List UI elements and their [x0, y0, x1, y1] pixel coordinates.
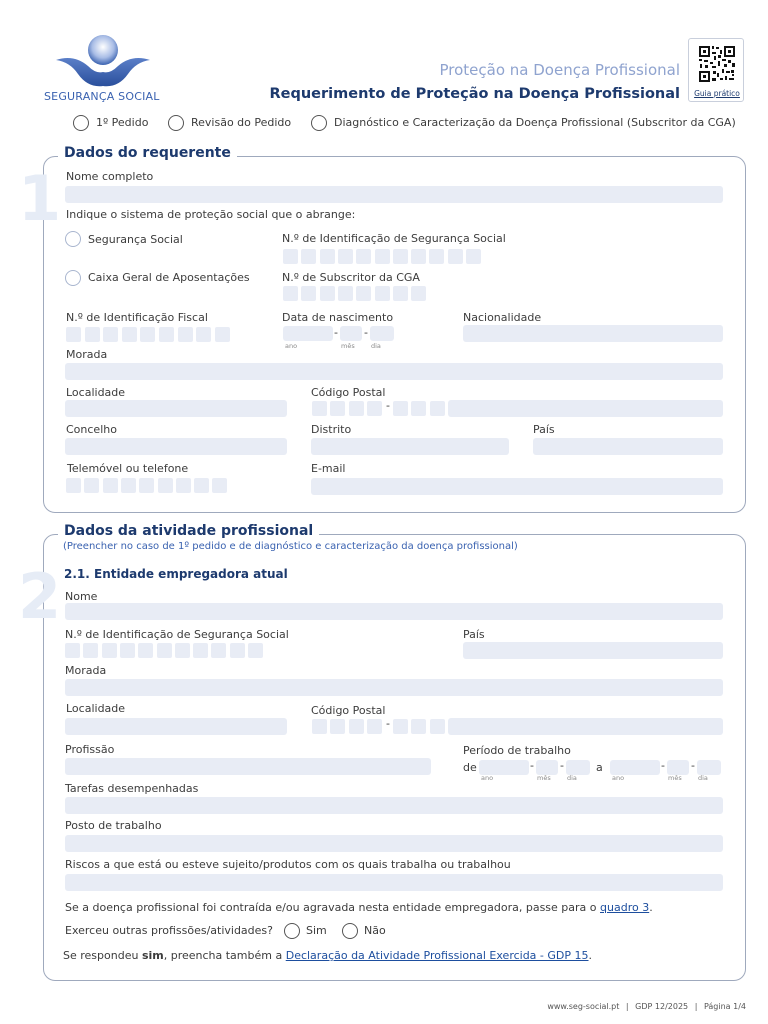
date-dash: - [661, 759, 665, 772]
char-box[interactable] [215, 327, 230, 342]
char-box[interactable] [193, 643, 208, 658]
char-box[interactable] [466, 249, 481, 264]
footer-page: Página 1/4 [703, 1002, 746, 1011]
form-title: Requerimento de Proteção na Doença Profissional [269, 86, 680, 102]
birth-day-field[interactable] [370, 326, 394, 341]
char-box[interactable] [102, 643, 117, 658]
date-dash: - [364, 326, 368, 339]
profession-field[interactable] [65, 758, 431, 775]
radio-cga[interactable] [65, 270, 81, 286]
char-box[interactable] [301, 249, 316, 264]
birth-year-field[interactable] [283, 326, 333, 341]
logo-text: SEGURANÇA SOCIAL [44, 90, 160, 103]
employer-locality-field[interactable] [65, 718, 287, 735]
char-box[interactable] [320, 249, 335, 264]
locality-field[interactable] [65, 400, 287, 417]
employer-postal-label: Código Postal [311, 704, 386, 717]
date-dash: - [691, 759, 695, 772]
period-to-year[interactable] [610, 760, 660, 775]
birth-year-hint: ano [285, 342, 298, 350]
period-from-day[interactable] [566, 760, 590, 775]
char-box[interactable] [375, 286, 390, 301]
char-box[interactable] [139, 478, 154, 493]
char-box[interactable] [196, 327, 211, 342]
county-field[interactable] [65, 438, 287, 455]
qr-card[interactable] [688, 38, 744, 102]
employer-country-label: País [463, 628, 485, 641]
quadro3-text: Se a doença profissional foi contraída e/ou agravada nesta entidade empregadora, passe para o [65, 901, 597, 914]
quadro3-instruction [65, 901, 653, 914]
postal-locality-field[interactable] [448, 400, 723, 417]
radio-ss[interactable] [65, 231, 81, 247]
logo [44, 30, 159, 106]
if-yes-bold: sim [141, 949, 164, 962]
char-box[interactable] [211, 643, 226, 658]
nationality-field[interactable] [463, 325, 723, 342]
char-box[interactable] [178, 327, 193, 342]
full-name-field[interactable] [65, 186, 723, 203]
char-box[interactable] [411, 401, 426, 416]
postal-dash: - [386, 717, 390, 730]
to-month-hint: mês [668, 774, 682, 782]
char-box[interactable] [140, 327, 155, 342]
employer-address-label: Morada [65, 664, 107, 677]
country-label: País [533, 423, 555, 436]
char-box[interactable] [393, 401, 408, 416]
quadro3-link[interactable]: quadro 3 [600, 901, 650, 914]
char-box[interactable] [312, 401, 327, 416]
district-label: Distrito [311, 423, 352, 436]
char-box[interactable] [448, 249, 463, 264]
char-box[interactable] [194, 478, 209, 493]
radio-diagnosis[interactable] [311, 115, 327, 131]
radio-first-request[interactable] [73, 115, 89, 131]
radio-no[interactable] [342, 923, 358, 939]
date-dash: - [334, 326, 338, 339]
char-box[interactable] [121, 478, 136, 493]
char-box[interactable] [375, 249, 390, 264]
cga-option-label: Caixa Geral de Aposentações [88, 271, 250, 284]
workplace-field[interactable] [65, 835, 723, 852]
char-box[interactable] [367, 719, 382, 734]
period-from-month[interactable] [536, 760, 558, 775]
footer-code: GDP 12/2025 [635, 1002, 689, 1011]
risks-label: Riscos a que está ou esteve sujeito/produtos com os quais trabalha ou trabalhou [65, 858, 511, 871]
char-box[interactable] [138, 643, 153, 658]
to-day-hint: dia [698, 774, 708, 782]
label-diagnosis: Diagnóstico e Caracterização da Doença Profissional (Subscritor da CGA) [334, 116, 736, 129]
from-month-hint: mês [537, 774, 551, 782]
char-box[interactable] [338, 249, 353, 264]
county-label: Concelho [66, 423, 117, 436]
employer-name-label: Nome [65, 590, 98, 603]
nationality-label: Nacionalidade [463, 311, 542, 324]
form-subtitle: Proteção na Doença Profissional [439, 61, 680, 79]
email-label: E-mail [311, 462, 346, 475]
char-box[interactable] [175, 643, 190, 658]
section-1-title: Dados do requerente [58, 145, 237, 161]
char-box[interactable] [103, 327, 118, 342]
period-to-label: a [596, 761, 603, 774]
char-box[interactable] [356, 249, 371, 264]
cga-number-label: N.º de Subscritor da CGA [282, 271, 420, 284]
char-box[interactable] [230, 643, 245, 658]
char-box[interactable] [411, 719, 426, 734]
char-box[interactable] [349, 401, 364, 416]
birth-day-hint: dia [371, 342, 381, 350]
char-box[interactable] [158, 478, 173, 493]
char-box[interactable] [411, 249, 426, 264]
employer-subtitle: 2.1. Entidade empregadora atual [64, 567, 288, 581]
char-box[interactable] [283, 249, 298, 264]
work-period-label: Período de trabalho [463, 744, 571, 757]
char-box[interactable] [83, 643, 98, 658]
ss-option-label: Segurança Social [88, 233, 183, 246]
period-to-month[interactable] [667, 760, 689, 775]
full-name-label: Nome completo [66, 170, 154, 183]
to-year-hint: ano [612, 774, 625, 782]
postal-code-label: Código Postal [311, 386, 386, 399]
char-box[interactable] [320, 286, 335, 301]
char-box[interactable] [84, 478, 99, 493]
char-box[interactable] [393, 286, 408, 301]
employer-postal-locality-field[interactable] [448, 718, 723, 735]
quadro3-end: . [649, 901, 653, 914]
workplace-label: Posto de trabalho [65, 819, 162, 832]
period-from-label: de [463, 761, 477, 774]
birth-month-field[interactable] [340, 326, 362, 341]
radio-review-request[interactable] [168, 115, 184, 131]
char-box[interactable] [103, 478, 118, 493]
label-first-request: 1º Pedido [96, 116, 149, 129]
radio-yes[interactable] [284, 923, 300, 939]
footer [547, 1002, 746, 1011]
yes-label: Sim [306, 924, 327, 937]
char-box[interactable] [65, 643, 80, 658]
char-box[interactable] [330, 401, 345, 416]
char-box[interactable] [429, 249, 444, 264]
section-1-number: 1 [18, 162, 62, 235]
from-day-hint: dia [567, 774, 577, 782]
char-box[interactable] [312, 719, 327, 734]
tasks-field[interactable] [65, 797, 723, 814]
qr-code-icon [698, 45, 736, 83]
if-yes-pre: Se respondeu [63, 949, 139, 962]
char-box[interactable] [159, 327, 174, 342]
guide-link[interactable]: Guia prático [694, 89, 740, 98]
tasks-label: Tarefas desempenhadas [65, 782, 199, 795]
email-field[interactable] [311, 478, 723, 495]
char-box[interactable] [283, 286, 298, 301]
from-year-hint: ano [481, 774, 494, 782]
postal-dash: - [386, 399, 390, 412]
employer-country-field[interactable] [463, 642, 723, 659]
char-box[interactable] [301, 286, 316, 301]
section-2-title: Dados da atividade profissional [58, 523, 319, 539]
nif-label: N.º de Identificação Fiscal [66, 311, 208, 324]
employer-name-field[interactable] [65, 603, 723, 620]
birth-date-label: Data de nascimento [282, 311, 394, 324]
locality-label: Localidade [66, 386, 126, 399]
logo-icon [44, 30, 159, 90]
period-to-day[interactable] [697, 760, 721, 775]
system-question: Indique o sistema de proteção social que o abrange: [66, 208, 356, 221]
profession-label: Profissão [65, 743, 115, 756]
char-box[interactable] [349, 719, 364, 734]
ss-number-label: N.º de Identificação de Segurança Social [282, 232, 506, 245]
employer-ss-label: N.º de Identificação de Segurança Social [65, 628, 289, 641]
char-box[interactable] [212, 478, 227, 493]
char-box[interactable] [330, 719, 345, 734]
footer-sep: | [694, 1002, 698, 1011]
char-box[interactable] [356, 286, 371, 301]
footer-sep: | [625, 1002, 629, 1011]
address-field[interactable] [65, 363, 723, 380]
label-review-request: Revisão do Pedido [191, 116, 292, 129]
section-2-note: (Preencher no caso de 1º pedido e de diagnóstico e caracterização da doença profissional) [63, 541, 518, 552]
char-box[interactable] [66, 327, 81, 342]
risks-field[interactable] [65, 874, 723, 891]
if-yes-end: . [588, 949, 593, 962]
employer-locality-label: Localidade [66, 702, 126, 715]
date-dash: - [530, 759, 534, 772]
gdp15-link[interactable]: Declaração da Atividade Profissional Exercida - GDP 15 [285, 949, 589, 962]
char-box[interactable] [122, 327, 137, 342]
char-box[interactable] [157, 643, 172, 658]
char-box[interactable] [85, 327, 100, 342]
char-box[interactable] [120, 643, 135, 658]
period-from-year[interactable] [479, 760, 529, 775]
char-box[interactable] [430, 401, 445, 416]
char-box[interactable] [176, 478, 191, 493]
char-box[interactable] [411, 286, 426, 301]
date-dash: - [560, 759, 564, 772]
address-label: Morada [66, 348, 108, 361]
if-yes-mid: , preencha também a [163, 949, 283, 962]
char-box[interactable] [338, 286, 353, 301]
country-field[interactable] [533, 438, 723, 455]
employer-address-field[interactable] [65, 679, 723, 696]
char-box[interactable] [393, 719, 408, 734]
other-professions-question: Exerceu outras profissões/atividades? [65, 924, 273, 937]
section-2-number: 2 [18, 560, 62, 633]
char-box[interactable] [430, 719, 445, 734]
char-box[interactable] [367, 401, 382, 416]
district-field[interactable] [311, 438, 509, 455]
char-box[interactable] [248, 643, 263, 658]
phone-label: Telemóvel ou telefone [67, 462, 189, 475]
no-label: Não [364, 924, 386, 937]
footer-site: www.seg-social.pt [547, 1002, 620, 1011]
birth-month-hint: mês [341, 342, 355, 350]
char-box[interactable] [66, 478, 81, 493]
if-yes-instruction [63, 949, 592, 962]
char-box[interactable] [393, 249, 408, 264]
